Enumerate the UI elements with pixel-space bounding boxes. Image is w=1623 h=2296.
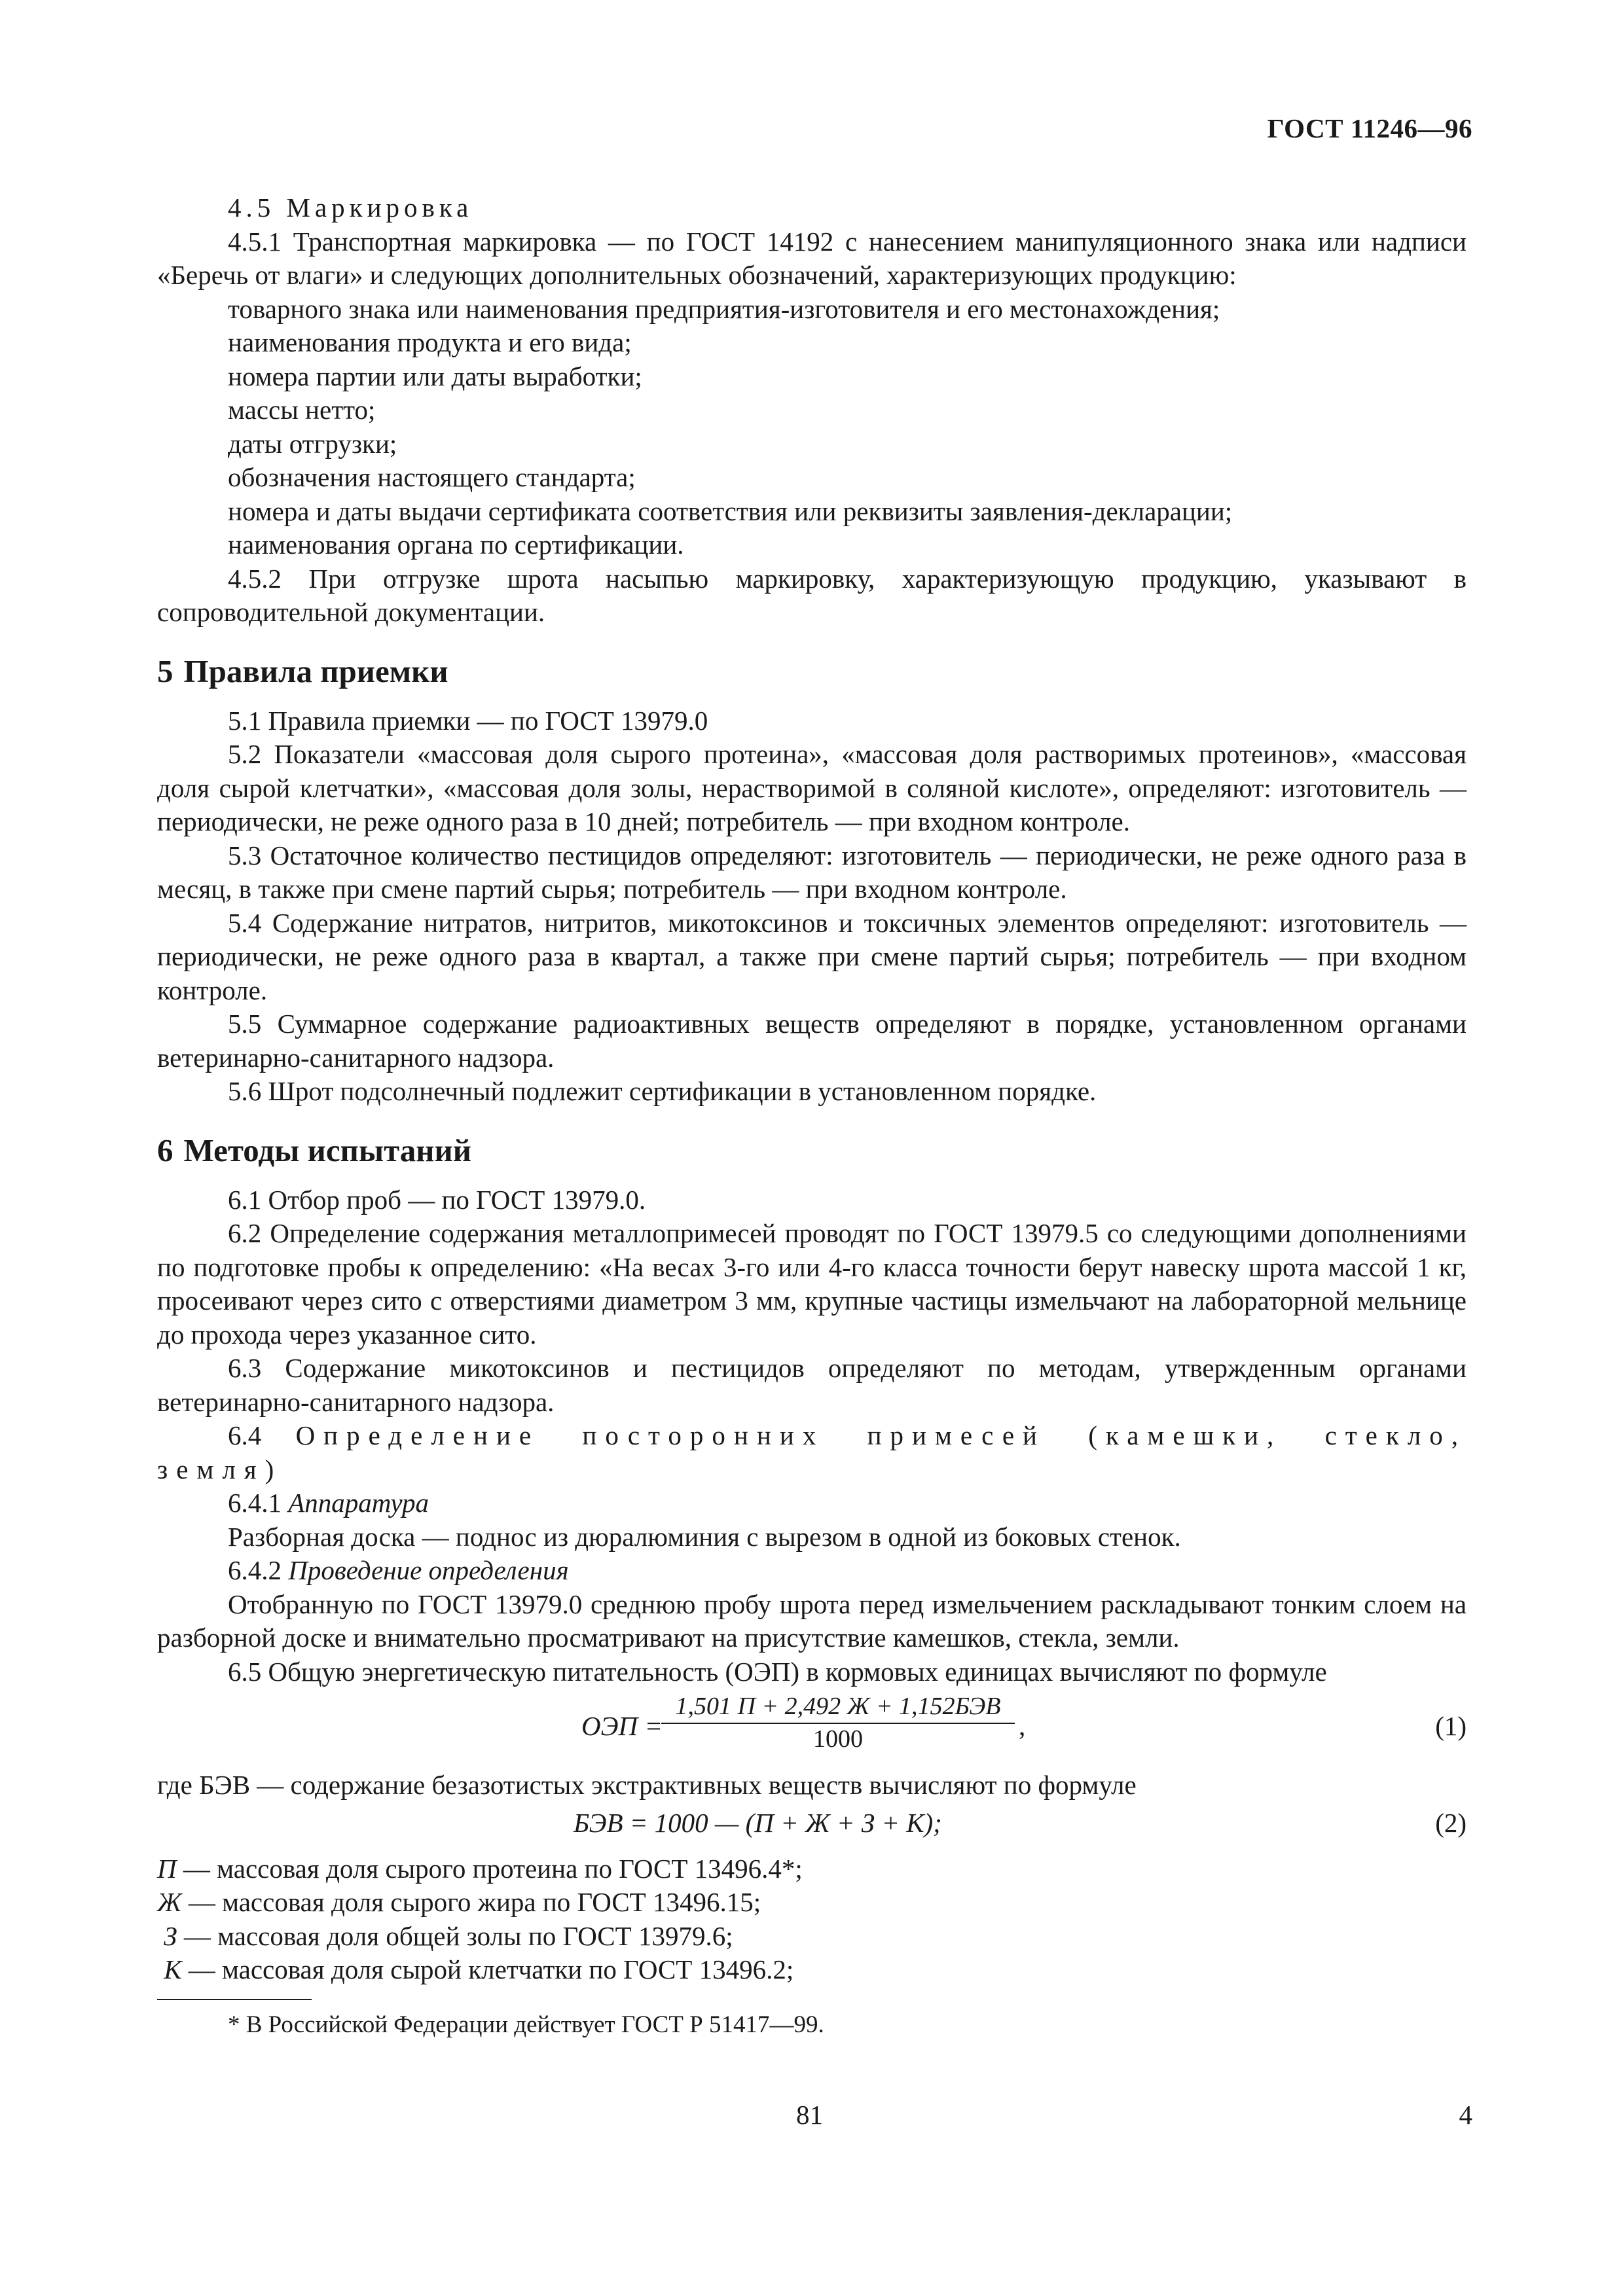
section-heading-acceptance bbox=[157, 652, 1467, 691]
list-item: массы нетто; bbox=[228, 395, 376, 425]
definition-text: — массовая доля сырого протеина по ГОСТ 13496.4*; bbox=[183, 1853, 803, 1884]
definition-item bbox=[157, 1953, 1467, 1987]
footnote-divider bbox=[157, 1999, 312, 2000]
list-item: номера партии или даты выработки; bbox=[228, 361, 642, 391]
list-item: обозначения настоящего стандарта; bbox=[228, 462, 636, 492]
paragraph-5-4: 5.4 Содержание нитратов, нитритов, микотоксинов и токсичных элементов определяют: изготовитель — периодически, не реже одного раза в квартал, а также при смене партий сырья; потребитель — при входном контроле. bbox=[157, 907, 1467, 1005]
definition-symbol: П bbox=[157, 1853, 177, 1884]
paragraph-6-2: 6.2 Определение содержания металлопримесей проводят по ГОСТ 13979.5 со следующими дополнениями по подготовке пробы к определению: «На весах 3-го или 4-го класса точности берут навеску шрота массой 1 кг, просеивают через сито с отверстиями диаметром 3 мм, крупные частицы измельчают на лабораторной мельнице до прохода через указанное сито. bbox=[157, 1218, 1467, 1350]
symbol-definitions bbox=[157, 1852, 1467, 1987]
formula-1 bbox=[157, 1691, 1467, 1765]
paragraph-6-4-1 bbox=[157, 1486, 1467, 1520]
equation-number: (1) bbox=[1435, 1711, 1467, 1741]
paragraph-5-5: 5.5 Суммарное содержание радиоактивных веществ определяют в порядке, установленном органами ветеринарно-санитарного надзора. bbox=[157, 1009, 1467, 1073]
formula-trail: , bbox=[1019, 1711, 1026, 1741]
document-header: ГОСТ 11246—96 bbox=[1267, 113, 1472, 143]
formula-numerator: 1,501 П + 2,492 Ж + 1,152БЭВ bbox=[661, 1691, 1015, 1724]
marking-list bbox=[157, 293, 1467, 562]
formula-2 bbox=[157, 1806, 1467, 1846]
paragraph-5-6: 5.6 Шрот подсолнечный подлежит сертификации в установленном порядке. bbox=[228, 1076, 1097, 1106]
procedure-text: Отобранную по ГОСТ 13979.0 среднюю пробу шрота перед измельчением раскладывают тонким слоем на разборной доске и внимательно просматривают на присутствие камешков, стекла, земли. bbox=[157, 1588, 1467, 1653]
definition-text: — массовая доля общей золы по ГОСТ 13979.6; bbox=[183, 1920, 733, 1951]
formula-denominator: 1000 bbox=[813, 1725, 863, 1753]
clause-title-italic: Аппаратура bbox=[288, 1488, 429, 1518]
definition-symbol: З bbox=[164, 1920, 177, 1951]
sheet-number: 4 bbox=[1459, 2100, 1472, 2130]
definition-text: — массовая доля сырой клетчатки по ГОСТ 13496.2; bbox=[188, 1954, 794, 1984]
section-title: Методы испытаний bbox=[183, 1132, 471, 1168]
paragraph-6-1: 6.1 Отбор проб — по ГОСТ 13979.0. bbox=[228, 1184, 646, 1215]
section-title: Правила приемки bbox=[183, 653, 448, 689]
definition-symbol: Ж bbox=[157, 1887, 182, 1917]
paragraph-5-2: 5.2 Показатели «массовая доля сырого протеина», «массовая доля растворимых протеинов», «массовая доля сырой клетчатки», «массовая доля золы, нерастворимой в соляной кислоте», определяют: изготовитель — периодически, не реже одного раза в 10 дней; потребитель — при входном контроле. bbox=[157, 739, 1467, 836]
paragraph-5-1: 5.1 Правила приемки — по ГОСТ 13979.0 bbox=[228, 705, 708, 736]
page-number: 81 bbox=[796, 2100, 823, 2130]
section-number: 5 bbox=[157, 653, 173, 689]
paragraph-6-4-2 bbox=[157, 1554, 1467, 1588]
equation-number: (2) bbox=[1435, 1807, 1467, 1838]
section-heading-test-methods bbox=[157, 1131, 1467, 1170]
paragraph-6-4 bbox=[157, 1419, 1467, 1486]
paragraph-6-3: 6.3 Содержание микотоксинов и пестицидов определяют по методам, утвержденным органами ветеринарно-санитарного надзора. bbox=[157, 1353, 1467, 1417]
definition-item bbox=[157, 1852, 1467, 1886]
definition-text: — массовая доля сырого жира по ГОСТ 13496.15; bbox=[188, 1887, 761, 1917]
formula-fraction bbox=[661, 1691, 1015, 1754]
paragraph-5-3: 5.3 Остаточное количество пестицидов определяют: изготовитель — периодически, не реже одного раза в месяц, в также при смене партий сырья; потребитель — при входном контроле. bbox=[157, 840, 1467, 904]
paragraph-4-5-1: 4.5.1 Транспортная маркировка — по ГОСТ 14192 с нанесением манипуляционного знака или надписи «Беречь от влаги» и следующих дополнительных обозначений, характеризующих продукцию: bbox=[157, 226, 1467, 290]
paragraph-4-5-2: 4.5.2 При отгрузке шрота насыпью маркировку, характеризующую продукцию, указывают в сопроводительной документации. bbox=[157, 563, 1467, 627]
clause-number: 6.4 bbox=[228, 1420, 262, 1450]
list-item: наименования органа по сертификации. bbox=[228, 529, 684, 560]
list-item: наименования продукта и его вида; bbox=[228, 327, 632, 357]
formula-body: БЭВ = 1000 — (П + Ж + З + К); bbox=[574, 1807, 942, 1838]
subsection-title-marking: 4.5 Маркировка bbox=[228, 192, 473, 223]
formula-lhs: ОЭП = bbox=[581, 1711, 663, 1741]
section-number: 6 bbox=[157, 1132, 173, 1168]
clause-number: 6.4.2 bbox=[228, 1555, 282, 1585]
list-item: номера и даты выдачи сертификата соответствия или реквизиты заявления-декларации; bbox=[228, 495, 1233, 526]
clause-title-italic: Проведение определения bbox=[288, 1555, 569, 1585]
list-item: товарного знака или наименования предприятия-изготовителя и его местонахождения; bbox=[228, 293, 1220, 324]
document-body bbox=[157, 191, 1467, 2041]
definition-item bbox=[157, 1886, 1467, 1920]
where-text: где БЭВ — содержание безазотистых экстрактивных веществ вычисляют по формуле bbox=[157, 1770, 1137, 1800]
paragraph-6-5: 6.5 Общую энергетическую питательность (ОЭП) в кормовых единицах вычисляют по формуле bbox=[228, 1656, 1327, 1687]
list-item: даты отгрузки; bbox=[228, 428, 397, 459]
clause-title-spaced: Определение посторонних примесей (камешки, стекло, земля) bbox=[157, 1420, 1467, 1484]
definition-symbol: К bbox=[164, 1954, 182, 1984]
clause-number: 6.4.1 bbox=[228, 1488, 282, 1518]
apparatus-text: Разборная доска — поднос из дюралюминия с вырезом в одной из боковых стенок. bbox=[228, 1521, 1181, 1552]
footnote: * В Российской Федерации действует ГОСТ Р 51417—99. bbox=[228, 2011, 824, 2038]
definition-item bbox=[157, 1920, 1467, 1954]
